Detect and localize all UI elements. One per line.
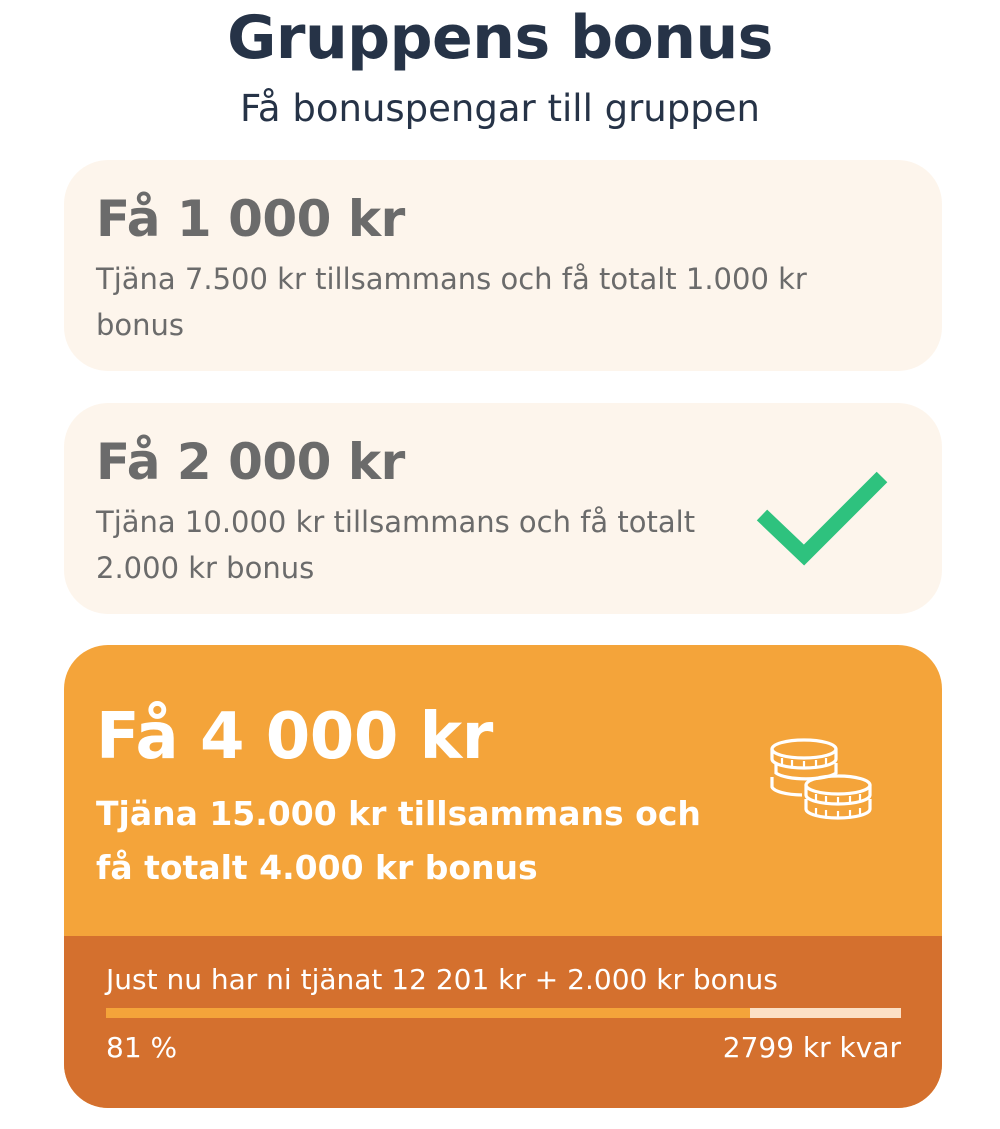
tier-description: Tjäna 10.000 kr tillsammans och få totalt 2.000 kr bonus [96,505,696,585]
page-subtitle: Få bonuspengar till gruppen [240,87,760,130]
progress-bar-fill [106,1008,750,1018]
tier-title: Få 2 000 kr [96,433,405,491]
progress-label: Just nu har ni tjänat 12 201 kr + 2.000 kr bonus [106,963,778,996]
coins-icon [768,737,880,829]
progress-section [64,936,942,1108]
tier-description: Tjäna 7.500 kr tillsammans och få totalt 1.000 kr bonus [96,262,807,342]
tier-title: Få 4 000 kr [96,700,493,774]
tier-title: Få 1 000 kr [96,190,405,248]
checkmark-icon [752,467,892,567]
bonus-tier-card-1000 [64,160,942,371]
tier-description: Tjäna 15.000 kr tillsammans och få totalt 4.000 kr bonus [96,794,701,887]
bonus-tier-card-4000 [64,645,942,1108]
page-title: Gruppens bonus [227,3,773,73]
bonus-tier-card-2000 [64,403,942,614]
progress-remaining: 2799 kr kvar [722,1031,901,1064]
progress-bar [106,1008,901,1018]
progress-percent: 81 % [106,1031,178,1064]
